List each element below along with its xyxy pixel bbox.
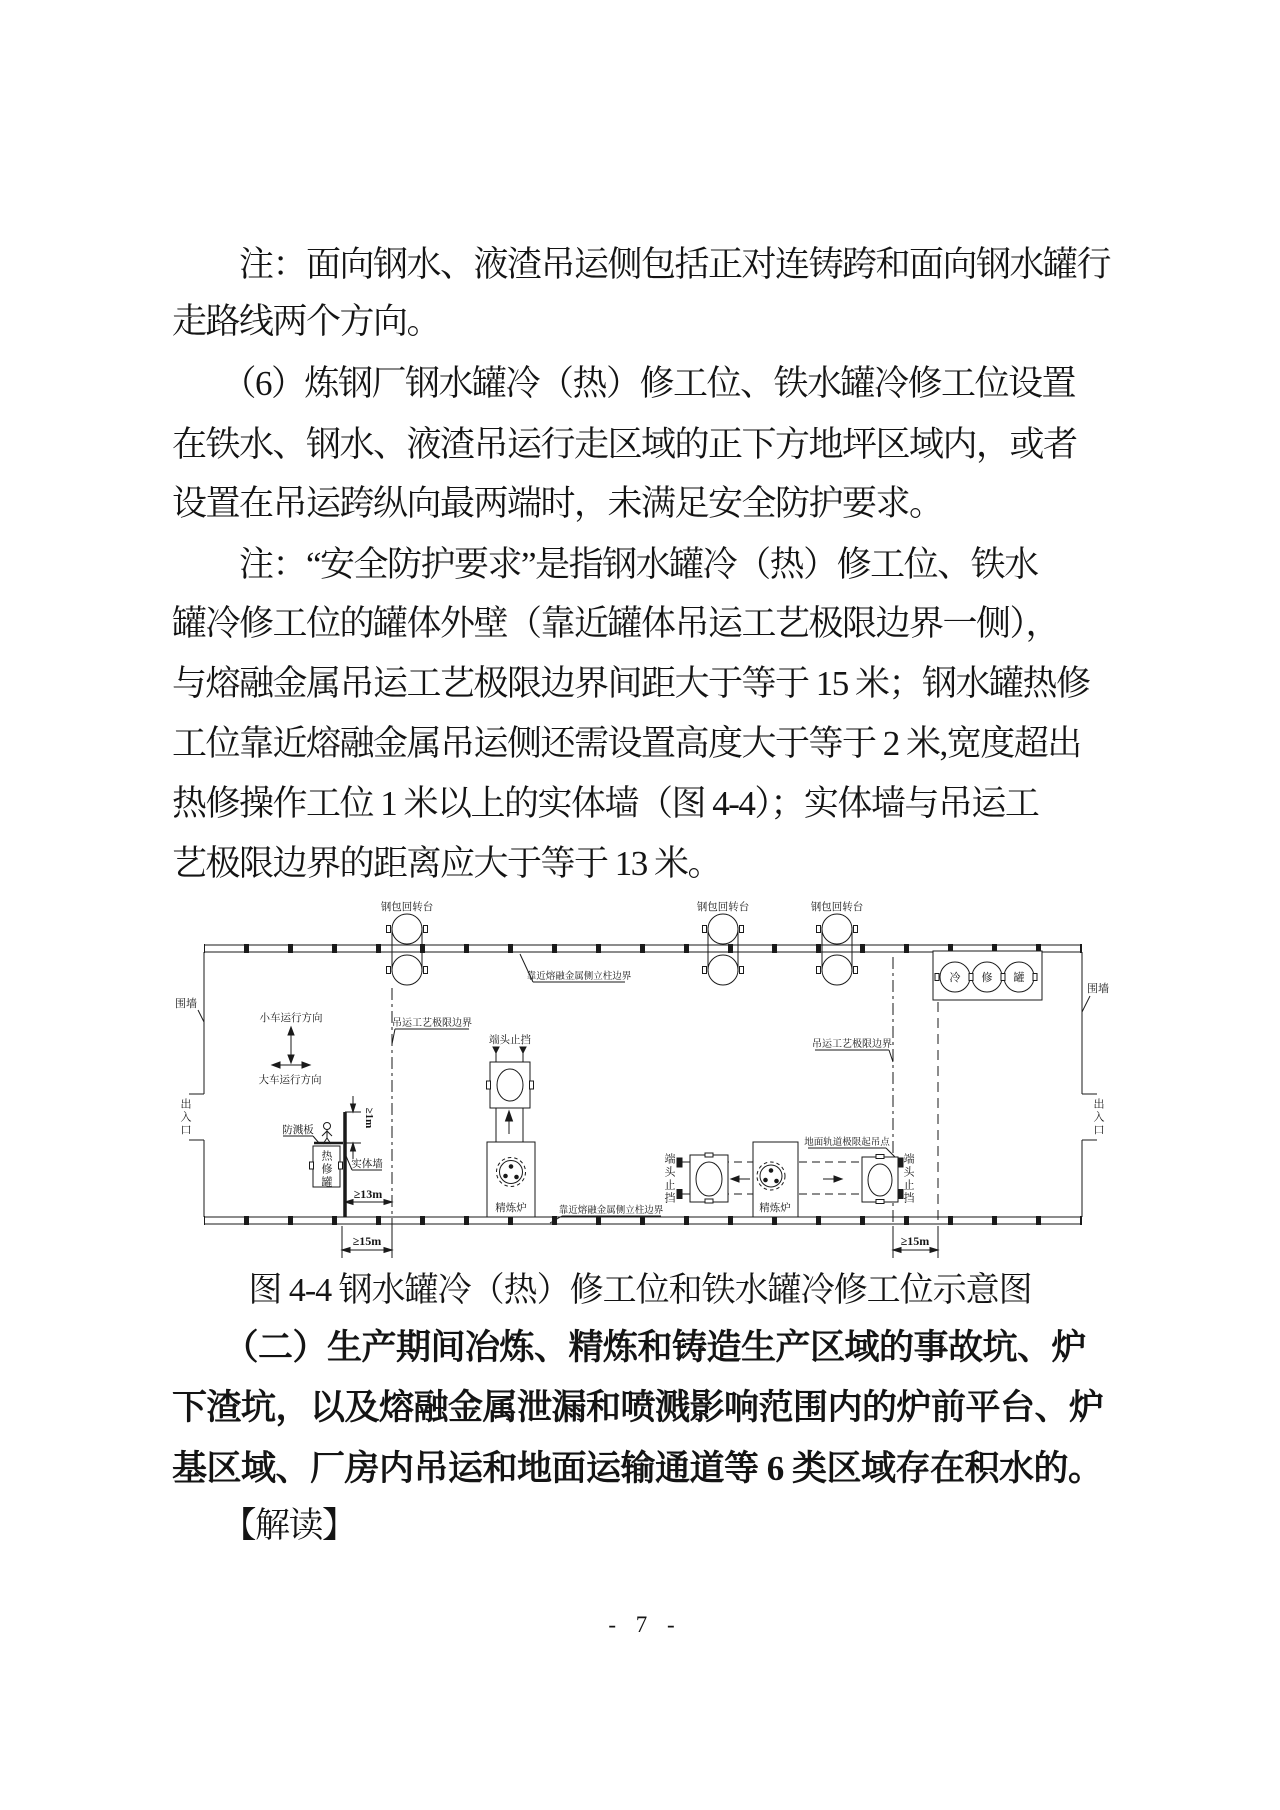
body-text-line-3: （6）炼钢厂钢水罐冷（热）修工位、铁水罐冷修工位设置	[172, 364, 1076, 403]
bold-text-line-2: 下渣坑，以及熔融金属泄漏和喷溅影响范围内的炉前平台、炉	[172, 1388, 1104, 1427]
label-cold-char-3: 罐	[1013, 972, 1025, 984]
body-text-line-1: 注：面向钢水、液渣吊运侧包括正对连铸跨和面向钢水罐行	[172, 245, 1111, 284]
label-ladle-turret-1: 钢包回转台	[380, 902, 434, 913]
callout-leaders	[283, 954, 896, 1223]
left-enclosure-wall	[189, 952, 204, 1217]
body-text-line-8: 与熔融金属吊运工艺极限边界间距大于等于 15 米；钢水罐热修	[172, 664, 1090, 703]
label-entrance-right: 出入口	[1092, 1098, 1104, 1137]
bold-text-line-1: （二）生产期间冶炼、精炼和铸造生产区域的事故坑、炉	[172, 1328, 1087, 1367]
dim-wall-extend	[345, 1096, 361, 1159]
ladle-turret-2	[703, 914, 744, 985]
label-enclosure-wall-left: 围墙	[175, 998, 197, 1010]
label-column-boundary-bottom: 靠近熔融金属侧立柱边界	[558, 1206, 664, 1216]
label-refining-furnace-middle: 精炼炉	[495, 1203, 527, 1214]
body-text-line-2: 走路线两个方向。	[172, 302, 441, 341]
body-text-line-4: 在铁水、钢水、液渣吊运行走区域的正下方地坪区域内，或者	[172, 425, 1077, 464]
label-end-stop-left: 端头止挡	[663, 1153, 675, 1205]
dim-1m-text: ≥1m	[363, 1107, 375, 1129]
label-splash-guard: 防溅板	[282, 1125, 314, 1136]
label-enclosure-wall-right: 围墙	[1087, 983, 1109, 995]
jiedu-heading: 【解读】	[172, 1506, 356, 1545]
label-end-stop-middle: 端头止挡	[489, 1035, 531, 1046]
label-ladle-turret-2: 钢包回转台	[696, 902, 750, 913]
label-hot-repair-tank: 热修罐	[320, 1150, 332, 1189]
dim-13m-text: ≥13m	[353, 1187, 383, 1201]
label-ladle-turret-3: 钢包回转台	[810, 902, 864, 913]
label-hoist-boundary-right: 吊运工艺极限边界	[812, 1039, 892, 1050]
label-cold-char-2: 修	[981, 972, 993, 984]
page-number: - 7 -	[608, 1612, 682, 1637]
label-ground-rail-lift-point: 地面轨道极限起吊点	[804, 1138, 890, 1148]
figure-caption: 图 4-4 钢水罐冷（热）修工位和铁水罐冷修工位示意图	[248, 1272, 1032, 1309]
label-trolley-direction: 小车运行方向	[259, 1013, 323, 1024]
label-column-boundary-top: 靠近熔融金属侧立柱边界	[526, 972, 632, 982]
body-text-line-7: 罐冷修工位的罐体外壁（靠近罐体吊运工艺极限边界一侧），	[172, 604, 1060, 643]
label-entrance-left: 出入口	[179, 1098, 191, 1137]
body-text-line-10: 热修操作工位 1 米以上的实体墙（图 4-4）；实体墙与吊运工	[172, 784, 1039, 823]
body-text-line-5: 设置在吊运跨纵向最两端时，未满足安全防护要求。	[172, 484, 943, 523]
dim-15m-left-text: ≥15m	[352, 1234, 382, 1248]
bold-text-line-3: 基区域、厂房内吊运和地面运输通道等 6 类区域存在积水的。	[172, 1449, 1103, 1488]
middle-ladle-car-track	[487, 1047, 534, 1142]
trolley-direction-arrow	[288, 1027, 294, 1063]
body-text-line-9: 工位靠近熔融金属吊运侧还需设置高度大于等于 2 米,宽度超出	[172, 724, 1081, 763]
label-cold-char-1: 冷	[949, 972, 961, 984]
body-text-line-11: 艺极限边界的距离应大于等于 13 米。	[172, 844, 722, 883]
label-solid-wall: 实体墙	[351, 1159, 383, 1170]
ladle-turret-3	[817, 914, 858, 985]
body-text-line-6: 注：“安全防护要求”是指钢水罐冷（热）修工位、铁水	[172, 545, 1038, 584]
dim-15m-right-text: ≥15m	[900, 1234, 930, 1248]
label-hoist-boundary-left: 吊运工艺极限边界	[392, 1018, 472, 1029]
label-crane-direction: 大车运行方向	[258, 1075, 322, 1086]
bottom-column-line	[204, 1217, 1082, 1224]
label-refining-furnace-right: 精炼炉	[759, 1203, 791, 1214]
label-end-stop-right: 端头止挡	[902, 1153, 914, 1205]
